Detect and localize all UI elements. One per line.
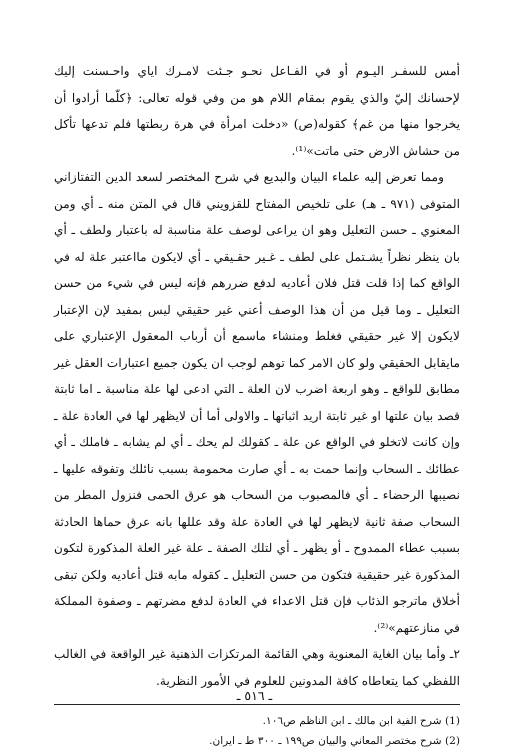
page-content	[54, 58, 460, 751]
footnote-divider	[54, 704, 460, 705]
footnote-2: (2) شرح مختصر المعاني والبيان ص١٩٩ ـ ٣٠٠ ط ـ ايران.	[209, 735, 460, 747]
body-paragraph-1: أمس للسفـر اليـوم أو في الفـاعل نحـو جـئت لامـرك اياي واحـسنت إليك لإحسانك إليّ والذي يقوم بمقام اللام هو من وفي قوله تعالى: ﴿كلّما أرادوا أن يخرجوا منها من غم﴾ كقوله(ص) «دخلت امرأة في هرة ربطتها فلم تدعها تأكل من حشاش الارض حتى ماتت»⁽¹⁾.	[54, 64, 460, 158]
footnotes	[54, 711, 460, 751]
page-number: ـ ٥١٦ ـ	[236, 688, 273, 703]
footnote-1: (1) شرح الفية ابن مالك ـ ابن الناظم ص١٠٦.	[262, 715, 460, 727]
body-paragraph-3: ٢ـ وأما بيان الغاية المعنوية وهي القائمة المرتكزات الذهنية غير الواقعة في الغالب اللفظي كما يتعاطاه كافة المدونين للعلوم في الأمور النظرية.	[54, 647, 460, 688]
body-paragraph-2: ومما تعرض إليه علماء البيان والبديع في شرح المختصر لسعد الدين التفتازاني المتوفى (٩٧١ ـ هـ) على تلخيص المفتاح للقزويني قال في المتن منه ـ أي ومن المعنوي ـ حسن التعليل وهو ان يراعى لوصف علة مناسبة له باعتبار ولطف ـ أي بان ينظر نظراً يشـتمل على لطف ـ غـير حقـيقي ـ أي لايكون مااعتبر علة له في الواقع كما إذا قلت قتل فلان أعاديه لدفع ضررهم فإنه ليس في شيء من حسن التعليل ـ وما قيل من أن هذا الوصف أعني غير حقيقي ليس بمفيد لإن الإعتبار لايكون إلا غير حقيقي فغلط ومنشاء ماسمع أن أرباب المعقول الإعتباري على مايقابل الحقيقي ولو كان الامر كما توهم لوجب ان يكون جميع اعتبارات العقل غير مطابق للواقع ـ وهو اربعة اضرب لان العلة ـ التي ادعى لها علة مناسبة ـ اما ثابتة قصد بيان علتها او غير ثابتة اريد اثباتها ـ والاولى أما أن لايظهر لها في العادة علة ـ وإن كانت لاتخلو في الواقع عن علة ـ كقولك لم يحك ـ أي لم يشابه ـ فاملك ـ أي عطائك ـ السحاب وإنما حمت به ـ أي صارت محمومة بسبب نائلك وتفوقه عليها ـ نصيبها الرحضاء ـ أي فالمصبوب من السحاب هو عرق الحمى فنزول المطر من السحاب صفة ثانية لايظهر لها في العادة علة وقد عللها بانه عرق حماها الحادثة بسبب عطاء الممدوح ـ أو يظهر ـ أي لتلك الصفة ـ علة غير العلة المذكورة لتكون المذكورة غير حقيقية فتكون من حسن التعليل ـ كقوله مابه قتل أعاديه ولكن تبقى أخلاق ماترجو الذئاب فإن قتل الاعداء في العادة لدفع مضرتهم ـ وصفوة المملكة في منازعتهم»⁽²⁾.	[54, 170, 461, 635]
